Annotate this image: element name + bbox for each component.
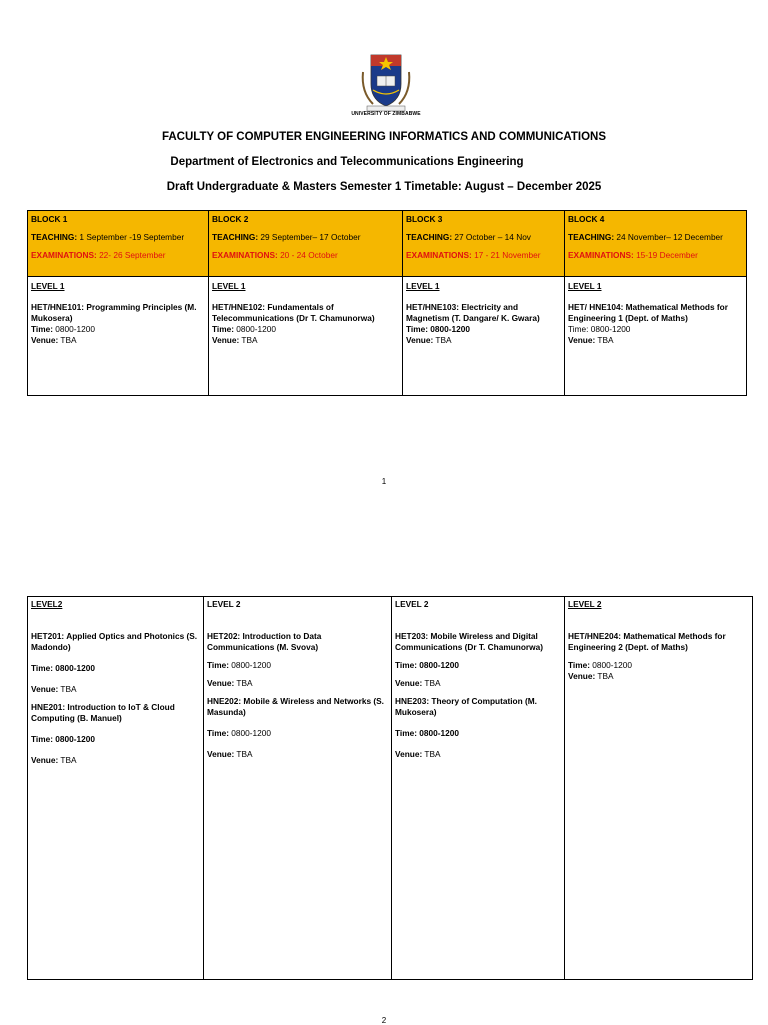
venue-value: TBA bbox=[58, 335, 77, 345]
time-label: Time: bbox=[395, 728, 417, 738]
department-title: Department of Electronics and Telecommunications Engineering bbox=[170, 156, 524, 168]
course-title: HET/HNE101: Programming Principles (M. Mukosera) bbox=[31, 302, 197, 323]
page-number-2: 2 bbox=[381, 1016, 387, 1025]
level2-timetable bbox=[27, 596, 753, 980]
course-title: HNE203: Theory of Computation (M. Mukosera) bbox=[395, 696, 537, 717]
venue-label: Venue: bbox=[568, 335, 596, 345]
level-label: LEVEL 2 bbox=[207, 599, 241, 609]
time-label: Time: bbox=[31, 324, 53, 334]
examinations-label: EXAMINATIONS: bbox=[406, 250, 472, 260]
time-value: 0800-1200 bbox=[427, 324, 470, 334]
venue-value: TBA bbox=[595, 671, 614, 681]
venue-label: Venue: bbox=[31, 684, 59, 694]
examinations-label: EXAMINATIONS: bbox=[212, 250, 278, 260]
level-label: LEVEL 1 bbox=[31, 281, 65, 291]
level1-cell bbox=[403, 277, 565, 396]
venue-label: Venue: bbox=[207, 678, 235, 688]
time-value: 0800-1200 bbox=[228, 660, 271, 670]
time-value: 0800-1200 bbox=[52, 663, 95, 673]
time-label: Time: bbox=[406, 324, 428, 334]
level2-cell bbox=[28, 597, 204, 980]
time-value: 0800-1200 bbox=[588, 324, 631, 334]
block-2-header bbox=[209, 211, 403, 277]
venue-label: Venue: bbox=[568, 671, 596, 681]
venue-value: TBA bbox=[58, 755, 77, 765]
time-value: 0800-1200 bbox=[52, 324, 95, 334]
venue-label: Venue: bbox=[212, 335, 240, 345]
venue-value: TBA bbox=[433, 335, 452, 345]
time-value: 0800-1200 bbox=[233, 324, 276, 334]
level1-cell bbox=[209, 277, 403, 396]
venue-value: TBA bbox=[422, 678, 441, 688]
time-value: 0800-1200 bbox=[416, 728, 459, 738]
block-4-header bbox=[565, 211, 747, 277]
time-label: Time: bbox=[212, 324, 234, 334]
level1-cell bbox=[565, 277, 747, 396]
block-name: BLOCK 2 bbox=[212, 214, 249, 224]
course-title: HET/ HNE104: Mathematical Methods for Engineering 1 (Dept. of Maths) bbox=[568, 302, 728, 323]
block-name: BLOCK 3 bbox=[406, 214, 443, 224]
level2-cell bbox=[565, 597, 753, 980]
venue-value: TBA bbox=[58, 684, 77, 694]
exam-dates: 20 - 24 October bbox=[277, 250, 338, 260]
course-title: HNE201: Introduction to IoT & Cloud Computing (B. Manuel) bbox=[31, 702, 175, 723]
time-value: 0800-1200 bbox=[52, 734, 95, 744]
exam-dates: 17 - 21 November bbox=[471, 250, 541, 260]
page-number: 1 bbox=[381, 477, 387, 486]
level2-cell bbox=[392, 597, 565, 980]
teaching-dates: 29 September– 17 October bbox=[258, 232, 361, 242]
block-name: BLOCK 4 bbox=[568, 214, 605, 224]
block-1-header bbox=[28, 211, 209, 277]
time-value: 0800-1200 bbox=[589, 660, 632, 670]
exam-dates: 22- 26 September bbox=[96, 250, 166, 260]
teaching-dates: 1 September -19 September bbox=[77, 232, 185, 242]
level-label: LEVEL 2 bbox=[568, 599, 602, 609]
exam-dates: 15-19 December bbox=[633, 250, 698, 260]
logo-caption: UNIVERSITY OF ZIMBABWE bbox=[351, 111, 421, 117]
examinations-label: EXAMINATIONS: bbox=[31, 250, 97, 260]
venue-value: TBA bbox=[234, 678, 253, 688]
course-title: HNE202: Mobile & Wireless and Networks (S. Masunda) bbox=[207, 696, 384, 717]
level1-timetable bbox=[27, 210, 747, 396]
venue-label: Venue: bbox=[406, 335, 434, 345]
course-title: HET203: Mobile Wireless and Digital Communications (Dr T. Chamunorwa) bbox=[395, 631, 543, 652]
level-label: LEVEL 1 bbox=[212, 281, 246, 291]
time-label: Time: bbox=[568, 660, 590, 670]
level-label: LEVEL 2 bbox=[395, 599, 429, 609]
venue-label: Venue: bbox=[31, 755, 59, 765]
block-name: BLOCK 1 bbox=[31, 214, 68, 224]
venue-value: TBA bbox=[239, 335, 258, 345]
teaching-dates: 27 October – 14 Nov bbox=[452, 232, 531, 242]
course-title: HET/HNE102: Fundamentals of Telecommunications (Dr T. Chamunorwa) bbox=[212, 302, 375, 323]
venue-label: Venue: bbox=[31, 335, 59, 345]
venue-value: TBA bbox=[422, 749, 441, 759]
course-title: HET/HNE204: Mathematical Methods for Engineering 2 (Dept. of Maths) bbox=[568, 631, 726, 652]
teaching-label: TEACHING: bbox=[568, 232, 615, 242]
venue-label: Venue: bbox=[395, 678, 423, 688]
level2-cell bbox=[204, 597, 392, 980]
level-label: LEVEL 1 bbox=[568, 281, 602, 291]
time-label: Time: bbox=[568, 324, 589, 334]
teaching-dates: 24 November– 12 December bbox=[614, 232, 723, 242]
timetable-title: Draft Undergraduate & Masters Semester 1 Timetable: August – December 2025 bbox=[166, 181, 602, 193]
venue-value: TBA bbox=[234, 749, 253, 759]
course-title: HET201: Applied Optics and Photonics (S. Madondo) bbox=[31, 631, 198, 652]
time-value: 0800-1200 bbox=[416, 660, 459, 670]
examinations-label: EXAMINATIONS: bbox=[568, 250, 634, 260]
time-label: Time: bbox=[31, 663, 53, 673]
venue-value: TBA bbox=[595, 335, 614, 345]
block-3-header bbox=[403, 211, 565, 277]
venue-label: Venue: bbox=[395, 749, 423, 759]
course-title: HET/HNE103: Electricity and Magnetism (T. Dangare/ K. Gwara) bbox=[406, 302, 540, 323]
teaching-label: TEACHING: bbox=[212, 232, 259, 242]
faculty-title: FACULTY OF COMPUTER ENGINEERING INFORMATICS AND COMMUNICATIONS bbox=[161, 131, 607, 143]
time-label: Time: bbox=[31, 734, 53, 744]
teaching-label: TEACHING: bbox=[31, 232, 78, 242]
teaching-label: TEACHING: bbox=[406, 232, 453, 242]
time-value: 0800-1200 bbox=[228, 728, 271, 738]
level1-cell bbox=[28, 277, 209, 396]
time-label: Time: bbox=[395, 660, 417, 670]
level-label: LEVEL 1 bbox=[406, 281, 440, 291]
venue-label: Venue: bbox=[207, 749, 235, 759]
time-label: Time: bbox=[207, 660, 229, 670]
level-label: LEVEL2 bbox=[31, 599, 63, 609]
course-title: HET202: Introduction to Data Communications (M. Svova) bbox=[207, 631, 322, 652]
time-label: Time: bbox=[207, 728, 229, 738]
